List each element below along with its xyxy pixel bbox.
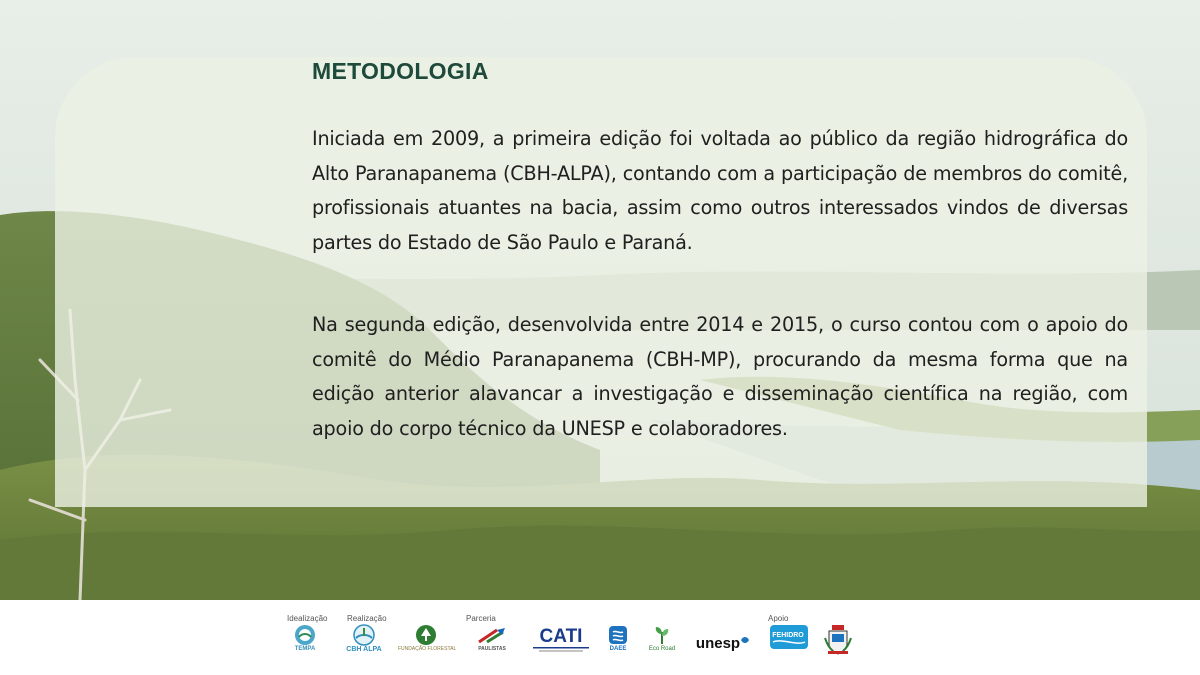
paragraph-second-edition: Na segunda edição, desenvolvida entre 2014 e 2015, o curso contou com o apoio do comitê do Médio Paranapanema (CBH-MP), procurando da mesma forma que na edição anterior alavancar a investigação e disseminação científica na região, com apoio do corpo técnico da UNESP e colaboradores. <box>312 313 1128 441</box>
unesp-wordmark: unesp <box>695 635 741 652</box>
coat-of-arms-icon <box>823 624 853 656</box>
road-arrow-icon <box>475 624 509 646</box>
fundacao-florestal-text: FUNDAÇÃO FLORESTAL <box>398 646 457 652</box>
unesp-mark-icon <box>740 634 750 646</box>
cbh-alpa-logo <box>344 624 384 664</box>
eco-road-text: Eco Road <box>648 646 676 652</box>
cati-logo <box>530 624 592 664</box>
sponsor-footer <box>0 600 1200 675</box>
caption-idealizacao: Idealização <box>287 614 328 623</box>
fehidro-text: FEHIDRO <box>772 632 804 639</box>
tree-icon <box>415 624 437 646</box>
paragraph-first-edition: Iniciada em 2009, a primeira edição foi voltada ao público da região hidrográfica do Alto Paranapanema (CBH-ALPA), contando com a participação de membros do comitê, profissionais atuantes na bacia, assim como outros interessados vindos de diversas partes do Estado de São Paulo e Paraná. <box>312 127 1128 255</box>
fundacao-florestal-logo <box>398 624 457 664</box>
coat-of-arms-logo <box>822 624 854 664</box>
caption-apoio: Apoio <box>768 614 789 623</box>
tempa-text: TEMPA <box>294 646 316 652</box>
unesp-logo <box>692 624 754 664</box>
leaf-icon <box>651 624 673 646</box>
daee-logo <box>604 624 632 664</box>
daee-text: DAEE <box>609 646 627 652</box>
slide-title: METODOLOGIA <box>312 58 489 84</box>
tempa-logo <box>288 624 322 664</box>
caption-parceria: Parceria <box>466 614 496 623</box>
caminhos-paulistas-text: PAULISTAS <box>478 646 506 652</box>
fehidro-logo <box>768 624 810 664</box>
caption-realizacao: Realização <box>347 614 387 623</box>
daee-drop-icon <box>607 624 629 646</box>
tempa-icon <box>294 624 316 646</box>
caminhos-paulistas-logo <box>468 624 516 664</box>
eco-road-logo <box>644 624 680 664</box>
cati-underline-icon <box>531 646 591 654</box>
cbh-alpa-text: CBH ALPA <box>346 646 382 653</box>
cati-wordmark: CATI <box>539 626 583 647</box>
cbh-alpa-icon <box>353 624 375 646</box>
